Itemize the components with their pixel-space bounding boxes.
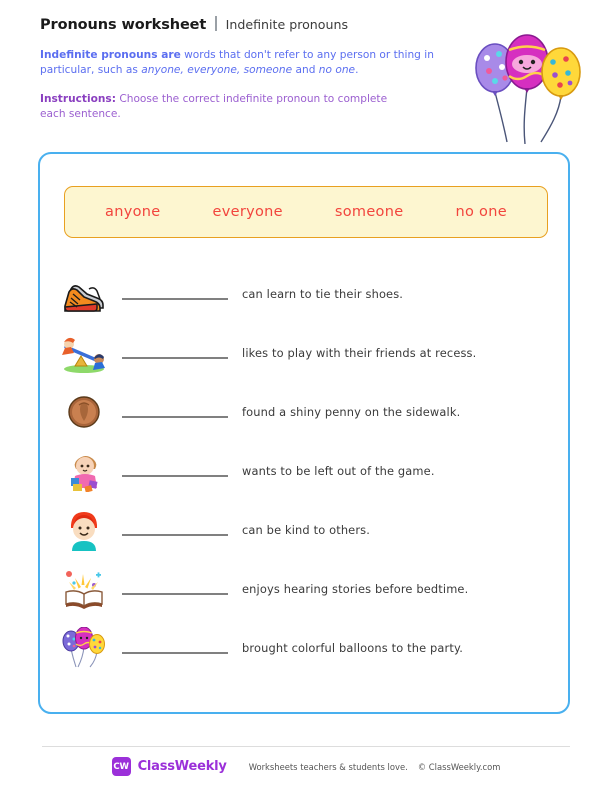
answer-blank[interactable] — [122, 357, 228, 359]
party-balloons-icon — [58, 625, 110, 671]
question-row — [58, 264, 558, 323]
instructions-label: Instructions: — [40, 92, 116, 105]
instructions-text: Choose the correct indefinite pronoun to complete each sentence. — [40, 92, 388, 120]
footer-divider — [42, 746, 570, 747]
child-blocks-icon — [58, 448, 110, 494]
answer-blank[interactable] — [122, 298, 228, 300]
question-row — [58, 441, 558, 500]
question-row — [58, 323, 558, 382]
footer-copyright: © ClassWeekly.com — [417, 761, 501, 772]
intro-paragraph — [40, 48, 450, 79]
answer-blank[interactable] — [122, 534, 228, 536]
footer — [0, 757, 612, 776]
question-row — [58, 559, 558, 618]
question-text: likes to play with their friends at recess. — [242, 345, 477, 360]
penny-icon — [58, 389, 110, 435]
instructions-paragraph — [40, 92, 390, 123]
answer-blank[interactable] — [122, 593, 228, 595]
question-row — [58, 618, 558, 677]
word-bank-option[interactable]: anyone — [105, 204, 161, 220]
title-separator — [215, 16, 216, 31]
seesaw-icon — [58, 330, 110, 376]
brand-badge-icon: CW — [112, 757, 131, 776]
intro-text-2: and — [292, 64, 319, 77]
word-bank — [64, 186, 548, 238]
page-title — [40, 14, 460, 33]
question-text: enjoys hearing stories before bedtime. — [242, 581, 469, 596]
intro-bold-lead: Indefinite pronouns are — [40, 49, 181, 61]
question-text: can be kind to others. — [242, 522, 371, 537]
intro-examples-2: no one — [318, 64, 356, 77]
open-book-icon — [58, 566, 110, 612]
question-list — [58, 264, 558, 677]
sneakers-icon — [58, 271, 110, 317]
answer-blank[interactable] — [122, 416, 228, 418]
intro-text-1: words that don't refer to any person or thing in particular, such as — [40, 49, 434, 77]
boy-face-icon — [58, 507, 110, 553]
balloons-icon — [473, 26, 585, 144]
worksheet-card — [38, 152, 570, 714]
brand-name: ClassWeekly — [137, 759, 227, 774]
worksheet-header — [40, 14, 460, 122]
question-row — [58, 382, 558, 441]
word-bank-option[interactable]: everyone — [212, 204, 283, 220]
footer-tagline: Worksheets teachers & students love. — [248, 761, 408, 772]
word-bank-option[interactable]: someone — [334, 204, 404, 220]
question-text: found a shiny penny on the sidewalk. — [242, 404, 461, 419]
word-bank-option[interactable]: no one — [455, 204, 507, 220]
intro-text-3: . — [355, 64, 359, 77]
question-text: can learn to tie their shoes. — [242, 286, 404, 301]
question-row — [58, 500, 558, 559]
title-subtitle: Indefinite pronouns — [225, 17, 349, 32]
brand-logo[interactable] — [112, 757, 227, 776]
question-text: wants to be left out of the game. — [242, 463, 435, 478]
answer-blank[interactable] — [122, 475, 228, 477]
question-text: brought colorful balloons to the party. — [242, 640, 464, 655]
title-main: Pronouns worksheet — [40, 17, 207, 33]
answer-blank[interactable] — [122, 652, 228, 654]
intro-examples-1: anyone, everyone, someone — [141, 64, 293, 77]
